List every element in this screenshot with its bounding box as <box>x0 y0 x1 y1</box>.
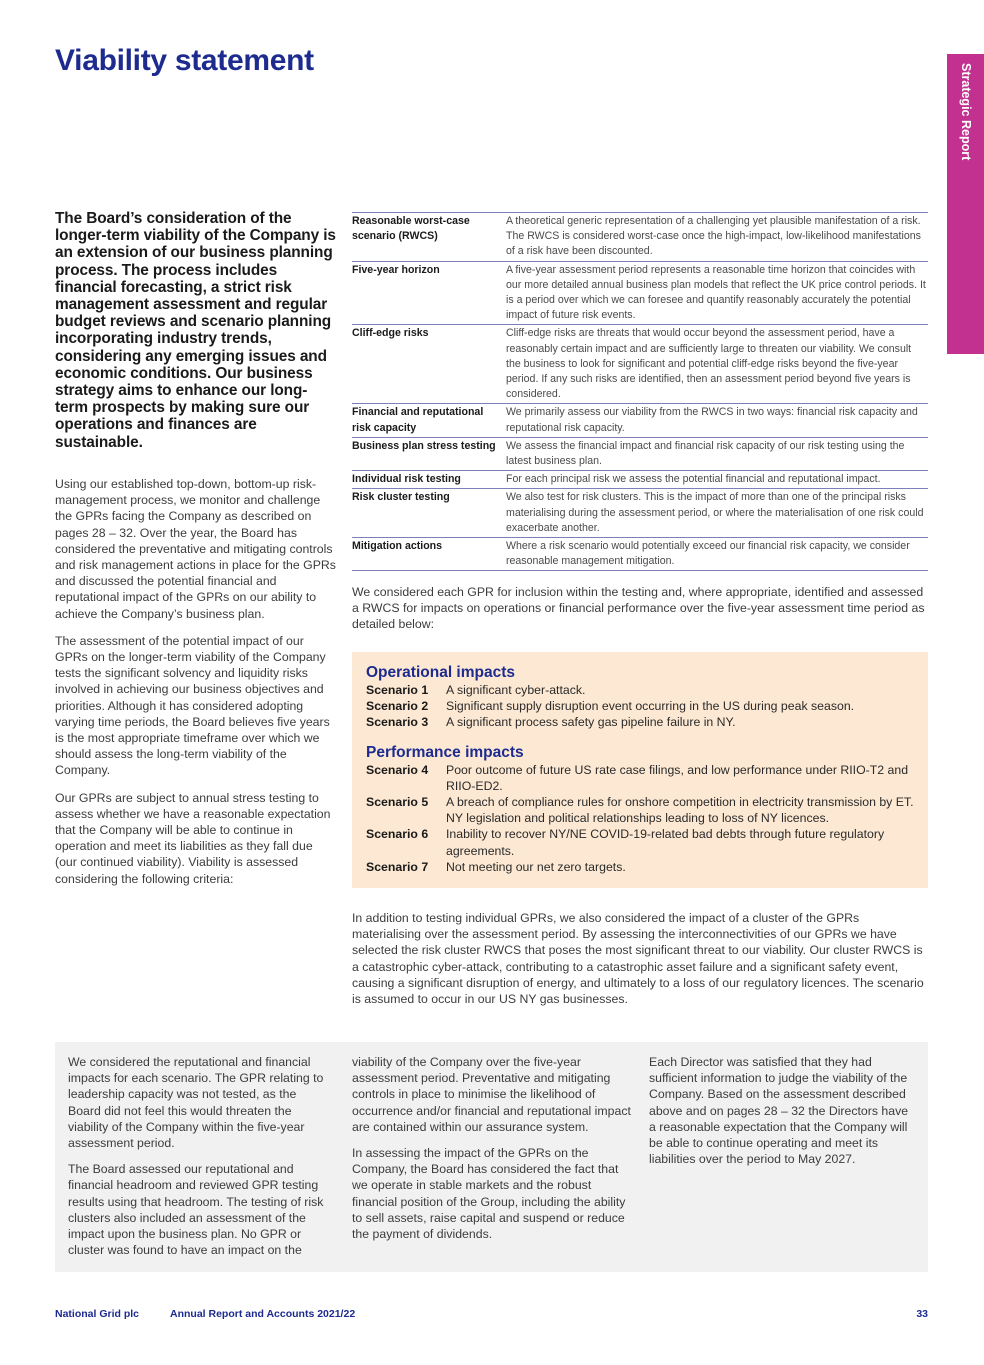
section-tab[interactable] <box>947 54 984 354</box>
conclusion-box <box>55 1042 928 1272</box>
cluster-paragraph: In addition to testing individual GPRs, we also considered the impact of a cluster of the GPRs materialising over the assessment period. By assessing the interconnectivities of our GPRs we have selected the risk cluster RWCS that poses the most significant threat to our viability. Our cluster RWCS is a catastrophic cyber-attack, contributing to a catastrophic asset failure and a significant safety event, causing a significant disruption of energy, and ultimately to a loss of our regulatory licences. The scenario is assumed to occur in our US NY gas businesses. <box>352 911 924 1007</box>
lead-paragraph: The Board’s consideration of the longer-term viability of the Company is an extension of our business planning process. The process includes financial forecasting, a strict risk management assessment and regular budget reviews and scenario planning incorporating industry trends, considering any emerging issues and economic conditions. Our business strategy aims to enhance our long-term prospects by making sure our operations and finances are sustainable. <box>55 210 336 451</box>
criteria-definition: We also test for risk clusters. This is the impact of more than one of the principal risks materialising during the assessment period, or where the materialisation of one risk could exacerbate another. <box>506 489 928 538</box>
criteria-definition: Cliff-edge risks are threats that would occur beyond the assessment period, have a reasonably certain impact and are sufficiently large to threaten our viability. We consult the business to look for significant and potential cliff-edge risks beyond the five-year period. If any such risks are identified, then an assessment period beyond five years is considered. <box>506 325 928 404</box>
body-paragraph: The Board assessed our reputational and financial headroom and reviewed GPR testing results using that headroom. The testing of risk clusters also included an assessment of the impact upon the business plan. No GPR or cluster was found to have an impact on the <box>68 1162 324 1258</box>
footer-company: National Grid plc <box>55 1308 140 1320</box>
body-paragraph: The assessment of the potential impact of our GPRs on the longer-term viability of the Company tests the significant solvency and liquidity risks involved in achieving our business objectives and priorities. Although it has considered adopting varying time periods, the Board believes five years is the most appropriate timeframe over which we should assess the long-term viability of the Company. <box>55 633 330 778</box>
criteria-term: Cliff-edge risks <box>352 325 506 404</box>
body-paragraph: Each Director was satisfied that they had sufficient information to judge the viability of the Company. Based on the assessment described above and on pages 28 – 32 the Directors have a reasonable expectation that the Company will be able to continue operating and meet its liabilities over the period to May 2027. <box>649 1055 909 1167</box>
scenario-row <box>366 859 914 875</box>
conclusion-column <box>649 1054 914 1177</box>
table-row <box>352 325 928 404</box>
page-title: Viability statement <box>55 44 314 77</box>
body-paragraph: In assessing the impact of the GPRs on the Company, the Board has considered the fact that we operate in stable markets and the robust financial position of the Group, including the ability to sell assets, raise capital and suspend or reduce the payment of dividends. <box>352 1146 626 1242</box>
scenario-row <box>366 762 914 794</box>
scenario-label: Scenario 2 <box>366 699 429 714</box>
scenario-label: Scenario 6 <box>366 827 429 842</box>
body-paragraph: Our GPRs are subject to annual stress testing to assess whether we have a reasonable expectation that the Company will be able to continue in operation and meet its liabilities as they fall due (our continued viability). Viability is assessed considering the following criteria: <box>55 790 331 886</box>
criteria-term: Risk cluster testing <box>352 489 506 538</box>
conclusion-column <box>68 1054 332 1268</box>
scenario-text: Significant supply disruption event occurring in the US during peak season. <box>446 699 855 714</box>
left-column <box>55 476 337 898</box>
impacts-panel <box>352 652 928 888</box>
criteria-table <box>352 212 928 571</box>
table-row <box>352 404 928 437</box>
body-paragraph: viability of the Company over the five-year assessment period. Preventative and mitigating controls in place to minimise the likelihood of occurrence and/or financial and reputational impact are contained within our assurance system. <box>352 1055 631 1134</box>
table-row <box>352 538 928 571</box>
scenario-text: Poor outcome of future US rate case filings, and low performance under RIIO-T2 and RIIO-ED2. <box>446 762 909 793</box>
scenario-text: Not meeting our net zero targets. <box>446 859 626 874</box>
conclusion-column <box>352 1054 632 1252</box>
scenario-label: Scenario 1 <box>366 683 429 697</box>
scenario-text: A breach of compliance rules for onshore competition in electricity transmission by ET. NY legislation and political relationships leading to loss of NY licences. <box>446 795 914 826</box>
scenario-row <box>366 794 914 826</box>
scenario-row <box>366 698 914 714</box>
footer-report-title: Annual Report and Accounts 2021/22 <box>170 1308 356 1320</box>
scenario-row <box>366 826 914 858</box>
criteria-definition: For each principal risk we assess the potential financial and reputational impact. <box>506 471 928 489</box>
criteria-definition: We assess the financial impact and financial risk capacity of our risk testing using the latest business plan. <box>506 437 928 470</box>
table-row <box>352 489 928 538</box>
body-paragraph: Using our established top-down, bottom-up risk-management process, we monitor and challenge the GPRs facing the Company as described on pages 28 – 32. Over the year, the Board has considered the preventative and mitigating controls and risk management actions in place for the GPRs and discussed the potential financial and reputational impact of the GPRs on our ability to achieve the Company’s business plan. <box>55 477 336 621</box>
section-tab-label: Strategic Report <box>959 63 973 161</box>
criteria-definition: A five-year assessment period represents a reasonable time horizon that coincides with our more detailed annual business plan models that reflect the UK price control periods. It is a period over which we can foresee and quantify reasonably accurately the potential impact of future risk events. <box>506 261 928 325</box>
criteria-term: Reasonable worst-case scenario (RWCS) <box>352 213 506 262</box>
page-number: 33 <box>916 1308 928 1320</box>
scenario-text: A significant cyber-attack. <box>446 683 586 697</box>
scenario-label: Scenario 4 <box>366 762 429 777</box>
scenario-label: Scenario 5 <box>366 795 429 810</box>
table-row <box>352 471 928 489</box>
scenario-label: Scenario 7 <box>366 859 429 874</box>
scenario-row <box>366 714 914 730</box>
criteria-definition: A theoretical generic representation of a challenging yet plausible manifestation of a risk. The RWCS is considered worst-case once the high-impact, low-likelihood manifestations of a risk have been discounted. <box>506 213 928 262</box>
operational-impacts-heading: Operational impacts <box>366 664 516 681</box>
criteria-term: Financial and reputational risk capacity <box>352 404 506 437</box>
criteria-term: Business plan stress testing <box>352 437 506 470</box>
criteria-term: Five-year horizon <box>352 261 506 325</box>
table-row <box>352 213 928 262</box>
criteria-definition: We primarily assess our viability from the RWCS in two ways: financial risk capacity and reputational risk capacity. <box>506 404 928 437</box>
performance-impacts-heading: Performance impacts <box>366 743 524 761</box>
table-row <box>352 261 928 325</box>
criteria-term: Mitigation actions <box>352 538 506 571</box>
table-row <box>352 437 928 470</box>
scenario-row <box>366 682 914 698</box>
scenario-text: Inability to recover NY/NE COVID-19-related bad debts through future regulatory agreements. <box>446 827 885 858</box>
scenario-text: A significant process safety gas pipeline failure in NY. <box>446 715 736 730</box>
criteria-definition: Where a risk scenario would potentially exceed our financial risk capacity, we consider reasonable management mitigation. <box>506 538 928 571</box>
scenario-intro: We considered each GPR for inclusion within the testing and, where appropriate, identified and assessed a RWCS for impacts on operations or financial performance over the five-year assessment time period as detailed below: <box>352 585 925 632</box>
criteria-term: Individual risk testing <box>352 471 506 489</box>
scenario-label: Scenario 3 <box>366 715 429 730</box>
body-paragraph: We considered the reputational and financial impacts for each scenario. The GPR relating to leadership capacity was not tested, as the Board did not feel this would threaten the viability of the Company within the five-year assessment period. <box>68 1055 324 1151</box>
